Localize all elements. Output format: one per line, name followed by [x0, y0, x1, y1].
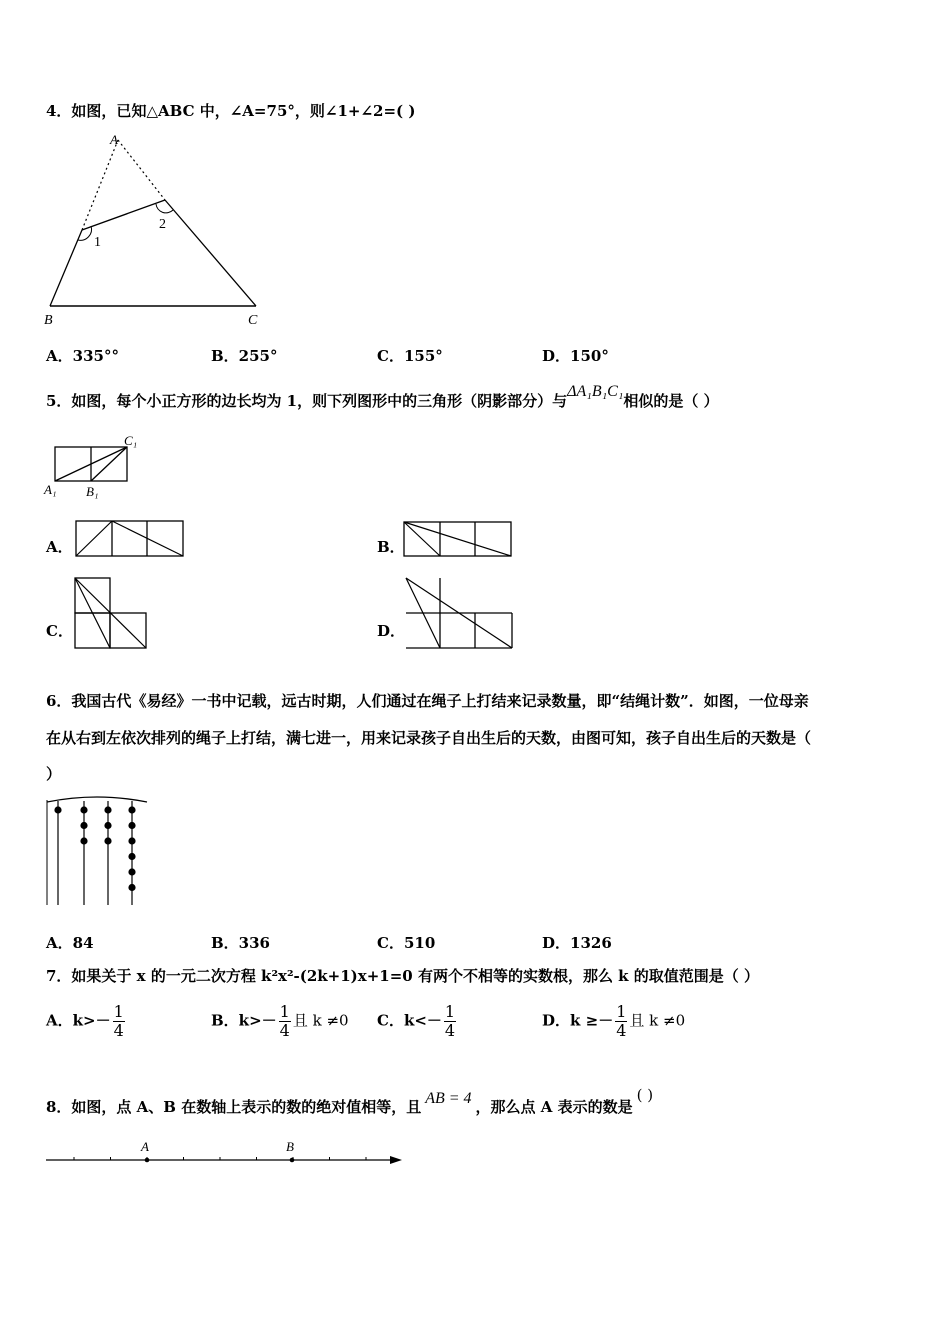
q8-stem: [46, 1086, 654, 1118]
q6-option-d[interactable]: D．1326: [542, 934, 612, 952]
q5-stem-pre: 5．如图，每个小正方形的边长均为 1，则下列图形中的三角形（阴影部分）与: [46, 392, 568, 410]
q7-option-c-label: C．k<－: [377, 1011, 442, 1030]
q8-answer-paren: ( ): [636, 1086, 654, 1104]
q6-knot: [128, 868, 135, 875]
q5-label-a1: A₁: [44, 482, 57, 497]
q7-option-c-fraction: $\frac{1}{4}$: [444, 1002, 456, 1040]
q7-option-a-fraction: $\frac{1}{4}$: [113, 1002, 124, 1040]
q6-knot: [128, 806, 135, 813]
q8-number-line: [44, 1136, 414, 1176]
q4-option-d[interactable]: D．150°: [542, 347, 609, 365]
q6-option-a[interactable]: A．84: [46, 934, 94, 952]
q7-option-a[interactable]: [46, 1003, 127, 1040]
q5-option-c-figure: [74, 577, 154, 652]
q6-line-1: 6．我国古代《易经》一书中记载，远古时期，人们通过在绳子上打结来记录数量，即“结绳计数”．如图，一位母亲: [46, 692, 809, 710]
q8-label-b: B: [286, 1139, 294, 1154]
q5-option-c[interactable]: C．: [46, 622, 73, 640]
q8-stem-pre: 8．如图，点 A、B 在数轴上表示的数的绝对值相等，且: [46, 1098, 422, 1116]
q8-axis-arrow-icon: [390, 1156, 402, 1164]
q4-label-c: C: [248, 313, 258, 328]
q4-option-c[interactable]: C．155°: [377, 347, 443, 365]
q4-side-ac-dotted: [118, 140, 165, 200]
q5-stem-post: 相似的是（ ）: [623, 392, 719, 410]
q7-option-b-label: B．k>－: [211, 1011, 277, 1030]
q8-stem-math: AB = 4: [425, 1090, 472, 1107]
q4-label-a: A: [110, 132, 118, 147]
q5-label-b1: B₁: [86, 484, 99, 499]
q7-option-a-label: A．k>－: [46, 1011, 111, 1030]
q7-option-b[interactable]: [211, 1003, 349, 1040]
q7-option-c[interactable]: [377, 1003, 458, 1040]
q5-option-a-figure: [75, 520, 185, 560]
q5-option-a[interactable]: A．: [46, 538, 73, 556]
q5-option-b-figure: [403, 521, 513, 561]
q5-stem: [46, 383, 719, 412]
q5-stem-math: ΔA₁B₁C₁: [567, 383, 624, 400]
q7-option-d[interactable]: [542, 1003, 685, 1040]
q6-option-c[interactable]: C．510: [377, 934, 436, 952]
q8-label-a: A: [141, 1139, 149, 1154]
q4-option-a[interactable]: A．335°°: [46, 347, 119, 365]
q4-label-2: 2: [159, 217, 166, 232]
q4-side-ab-dotted: [82, 140, 118, 230]
q6-knot: [128, 837, 135, 844]
q6-knot: [80, 837, 87, 844]
q6-knot: [128, 884, 135, 891]
q4-label-b: B: [44, 313, 53, 328]
q4-side-ab-lower: [50, 230, 82, 306]
q6-knot: [128, 822, 135, 829]
q6-line-2: 在从右到左依次排列的绳子上打结，满七进一，用来记录孩子自出生后的天数，由图可知，孩子自出生后的天数是（: [46, 729, 812, 747]
q5-option-d-figure: [403, 577, 518, 652]
q6-line-3: ）: [46, 765, 62, 783]
q6-knot: [104, 822, 111, 829]
q4-triangle-figure: [40, 128, 270, 328]
q5-option-b[interactable]: B．: [377, 538, 405, 556]
q7-stem: 7．如果关于 x 的一元二次方程 k²x²-(2k+1)x+1=0 有两个不相等的实数根，那么 k 的取值范围是（ ）: [46, 967, 760, 985]
q7-option-d-fraction: $\frac{1}{4}$: [616, 1002, 627, 1040]
q7-option-b-fraction: $\frac{1}{4}$: [279, 1002, 290, 1040]
q8-stem-post: ，那么点 A 表示的数是: [475, 1098, 633, 1116]
q4-side-ac-lower: [165, 200, 256, 306]
q8-point-b: [290, 1158, 295, 1163]
q7-option-b-tail: 且 k ≠0: [292, 1011, 349, 1030]
q5-reference-figure: [44, 432, 154, 502]
q4-angle-2-arc: [156, 204, 173, 213]
q4-option-b[interactable]: B．255°: [211, 347, 278, 365]
q6-knot-rope-figure: [45, 795, 150, 907]
q8-point-a: [145, 1158, 150, 1163]
q5-ref-diagonal-b1c1: [91, 447, 127, 481]
q6-knot: [80, 822, 87, 829]
q5-option-d[interactable]: D．: [377, 622, 406, 640]
q6-knot: [128, 853, 135, 860]
q6-knot: [104, 837, 111, 844]
q7-option-d-tail: 且 k ≠0: [629, 1011, 686, 1030]
q6-knot: [54, 806, 61, 813]
q4-label-1: 1: [94, 235, 101, 250]
q7-option-d-label: D．k ≥－: [542, 1011, 614, 1030]
q6-knot: [80, 806, 87, 813]
q6-option-b[interactable]: B．336: [211, 934, 270, 952]
q6-knot: [104, 806, 111, 813]
q4-cut-line: [82, 200, 165, 230]
q5-label-c1: C₁: [124, 433, 138, 448]
q4-stem: 4．如图，已知△ABC 中，∠A=75°，则∠1+∠2=( ): [46, 102, 416, 120]
